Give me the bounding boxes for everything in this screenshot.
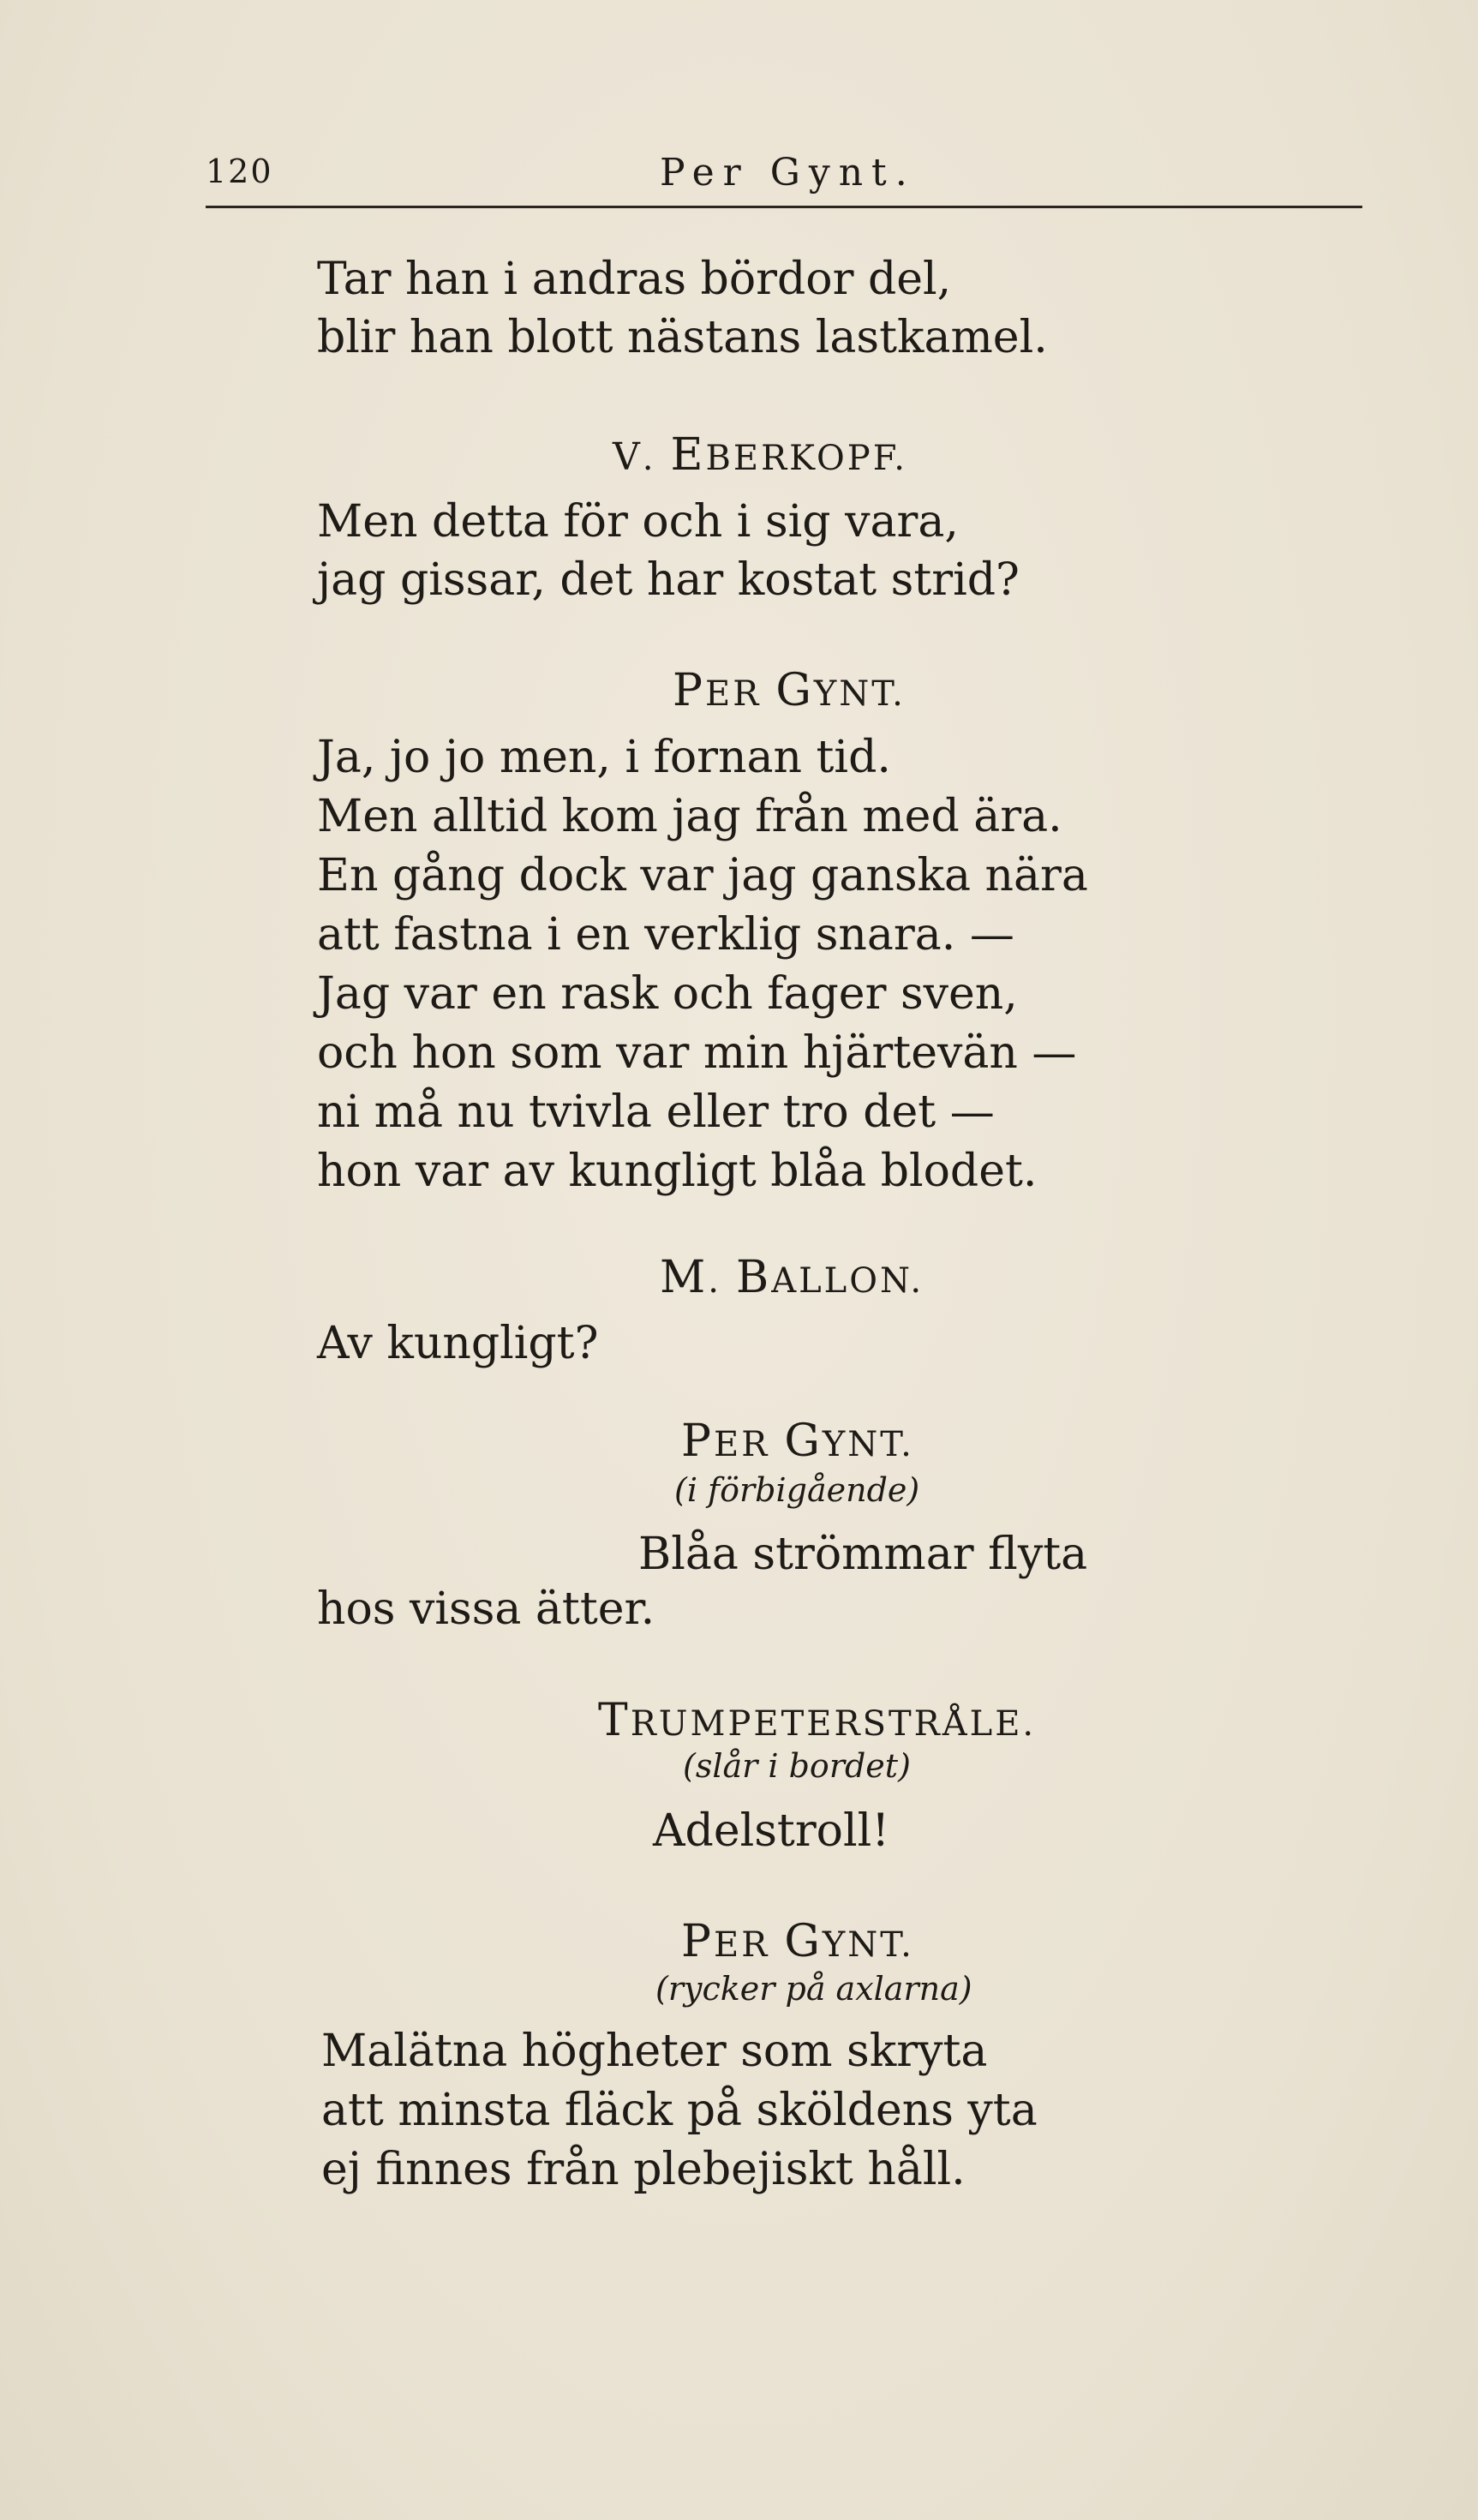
verse-line: hon var av kungligt blåa blodet. <box>317 1146 1038 1197</box>
page-number: 120 <box>206 153 273 190</box>
stage-direction: (slår i bordet) <box>683 1747 911 1785</box>
verse-line: Men detta för och i sig vara, <box>317 496 959 548</box>
speaker-name: PER GYNT. <box>673 665 906 716</box>
verse-line: Ja, jo jo men, i fornan tid. <box>317 732 891 783</box>
verse-line: Malätna högheter som skryta <box>321 2026 988 2077</box>
verse-line: att fastna i en verklig snara. — <box>317 909 1014 961</box>
verse-line: En gång dock var jag ganska nära <box>317 850 1088 901</box>
verse-line: Adelstroll! <box>653 1805 890 1857</box>
stage-direction: (rycker på axlarna) <box>655 1970 972 2008</box>
verse-line: ni må nu tvivla eller tro det — <box>317 1086 995 1138</box>
verse-line: Men alltid kom jag från med ära. <box>317 791 1062 842</box>
verse-line: jag gissar, det har kostat strid? <box>317 554 1020 606</box>
verse-line: Av kungligt? <box>317 1318 599 1369</box>
speaker-name: TRUMPETERSTRÅLE. <box>598 1695 1037 1746</box>
stage-direction: (i förbigående) <box>674 1471 920 1509</box>
verse-line: Blåa strömmar flyta <box>638 1529 1088 1580</box>
verse-line: att minsta fläck på sköldens yta <box>321 2085 1038 2136</box>
verse-line: Jag var en rask och fager sven, <box>317 968 1018 1020</box>
verse-line: blir han blott nästans lastkamel. <box>317 312 1048 363</box>
verse-line: ej finnes från plebejiskt håll. <box>321 2144 966 2195</box>
verse-line: hos vissa ätter. <box>317 1583 655 1635</box>
speaker-name: M. BALLON. <box>660 1252 924 1303</box>
speaker-name: V. EBERKOPF. <box>613 429 907 481</box>
speaker-name: PER GYNT. <box>681 1916 914 1967</box>
running-title: Per Gynt. <box>660 151 916 195</box>
verse-line: och hon som var min hjärtevän — <box>317 1027 1077 1079</box>
page-header <box>206 137 1362 208</box>
verse-line: Tar han i andras bördor del, <box>317 254 952 305</box>
speaker-name: PER GYNT. <box>681 1416 914 1467</box>
